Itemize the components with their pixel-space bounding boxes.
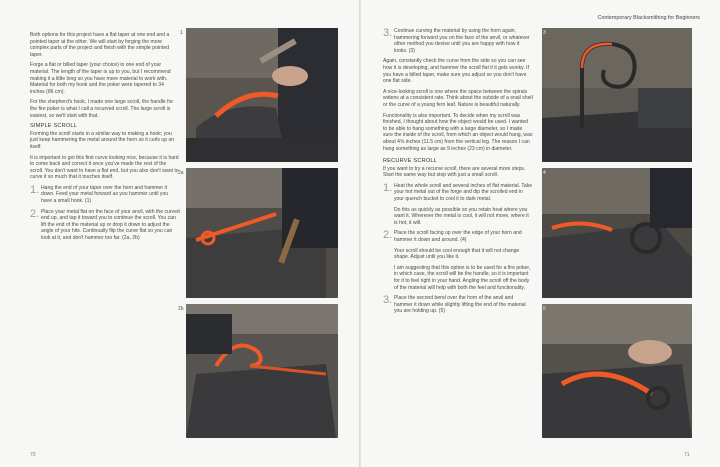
step-item bbox=[30, 209, 180, 242]
step-text: Hang the end of your taper over the horn and hammer it down. Feed your metal forward as you hammer until you have a small hook. (1) bbox=[41, 184, 169, 205]
photo-label: 2b bbox=[178, 306, 184, 312]
photo-step-3 bbox=[542, 28, 692, 162]
section-paragraph: Forming the scroll starts in a similar way to making a hook; you just keep hammering the metal around the horn so it curls up on itself. bbox=[30, 130, 175, 150]
body-paragraph: Again, constantly check the curve from the side so you can see how it is developing, and hammer the scroll flat if it gets wonky. If you have a billed taper, make sure you adjust so you don't have one flat side. bbox=[383, 58, 529, 85]
photo-label: 4 bbox=[543, 170, 546, 176]
step-text: Continue curving the material by using the horn again, hammering forward you on the face of the anvil, or whatever other method you devise until you are happy with how it looks. (3) bbox=[394, 28, 530, 54]
step-number: 3. bbox=[383, 294, 393, 307]
step-item bbox=[383, 28, 533, 54]
step-text: Place the scroll facing up over the edge of your horn and hammer it down and around. (4) bbox=[394, 230, 522, 244]
page-number-left: 70 bbox=[30, 452, 36, 458]
body-paragraph: Your scroll should be cool enough that it will not change shape. Adjust until you like it. bbox=[394, 247, 520, 261]
step-text: Place the second bend over the horn of the anvil and hammer it down while slightly lifting the end of the material you are holding up. (5) bbox=[394, 295, 526, 315]
page-number-right: 71 bbox=[684, 452, 690, 458]
body-paragraph: A nice-looking scroll is one where the space between the spirals widens at a consistent rate. Think about the outside of a snail shell or the curve of a young fern leaf. Nature is beautiful naturally. bbox=[383, 88, 533, 108]
body-paragraph: Functionality is also important. To decide when my scroll was finished, I thought about how the object would be used. I wanted to be able to hang something with a large diameter, so I made sure the inside of the scroll, from which an object would hang, was about 4⅝ inches (11.5 cm) from the vertical leg. The reason I can hang something as large as 9 inches (23 cm) in diameter. bbox=[383, 112, 533, 152]
body-paragraph: I am suggesting that this option is to be used for a fire poker, in which case, the scroll will be the handle, so it is important for it to feel right in your hand. Angling the scroll off the body of the material will help with both the feel and functionality. bbox=[394, 264, 531, 291]
photo-step-1 bbox=[186, 28, 338, 162]
step-number: 2. bbox=[383, 229, 393, 242]
photo-step-5 bbox=[542, 304, 692, 438]
intro-paragraph: Forge a flat or billed taper (your choice) in one end of your material. The length of the taper is up to you, but I recommend making it a little long so you have more material to work with. Material for both my hook and the poker were tapered to 34 inches (86 cm). bbox=[30, 62, 171, 95]
intro-paragraph: Both options for this project have a flat taper at one end and a pointed taper at the other. We will start by forging the more complex parts of the project and finish with the simple pointed taper. bbox=[30, 32, 170, 58]
photo-step-4 bbox=[542, 168, 692, 298]
photo-step-2b bbox=[186, 304, 338, 438]
step-item bbox=[383, 230, 533, 243]
left-text-column bbox=[30, 32, 180, 246]
step-item bbox=[383, 183, 533, 203]
section-heading: RECURVE SCROLL bbox=[383, 158, 437, 165]
photo-label: 1 bbox=[180, 30, 183, 36]
body-paragraph: Do this as quickly as possible so you retain heat where you want it. Wherever the metal is cool, it will not move, where it is hot, it will. bbox=[394, 206, 529, 226]
section-paragraph: If you want to try a recurve scroll, there are several more steps. Start the same way but stop with just a small scroll. bbox=[383, 165, 526, 179]
photo-step-2a bbox=[186, 168, 338, 298]
step-item bbox=[383, 295, 533, 315]
intro-paragraph: For the shepherd's hook, I made one large scroll, the handle for the fire poker is what I call a recurved scroll. The large scroll is easiest, so we'll start with that. bbox=[30, 99, 174, 119]
photo-label: 5 bbox=[543, 306, 546, 312]
section-paragraph: It is important to get this first curve looking nice, because it is hard to come back and correct it once you've made the rest of the scroll. You don't want to have a flat end, but you also don't want to curve it so much that it touches itself. bbox=[30, 154, 179, 181]
photo-label: 3 bbox=[543, 30, 546, 36]
right-text-column bbox=[383, 28, 533, 319]
running-header: Contemporary Blacksmithing for Beginners bbox=[597, 15, 700, 21]
step-number: 1. bbox=[30, 183, 40, 196]
step-number: 3. bbox=[383, 27, 393, 39]
step-number: 2. bbox=[30, 207, 40, 220]
step-item bbox=[30, 185, 180, 205]
step-number: 1. bbox=[383, 181, 393, 194]
step-text: Place your metal flat on the face of your anvil, with the curved end up, and tap it toward you to continue the scroll. You can lift the end of the material up or drop it down to adjust the angle of your hits. Continually flip the curve flat so you can look at it, and don't hammer too far. (2a, 2b) bbox=[41, 208, 180, 242]
step-text: Heat the whole scroll and several inches of flat material. Take your hot metal out of the forge and dip the scrolled end in your quench bucket to cool it to dark metal. bbox=[394, 182, 533, 203]
photo-label: 2a bbox=[178, 170, 184, 176]
section-heading: SIMPLE SCROLL bbox=[30, 123, 78, 130]
